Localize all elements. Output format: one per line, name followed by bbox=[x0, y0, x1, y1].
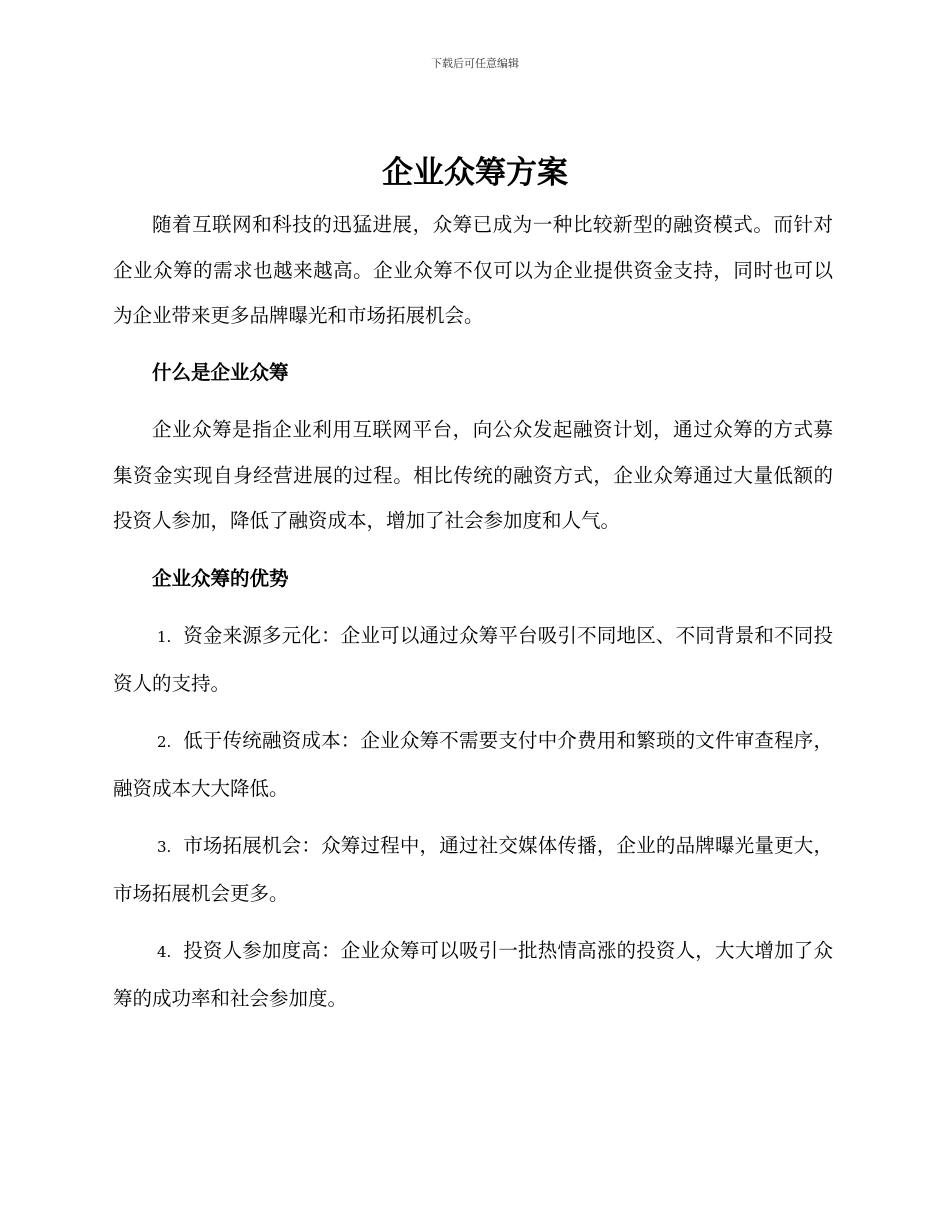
section-body-what-is: 企业众筹是指企业利用互联网平台，向公众发起融资计划，通过众筹的方式募集资金实现自身经营进展的过程。相比传统的融资方式，企业众筹通过大量低额的投资人参加，降低了融资成本，增加了社会参加度和人气。 bbox=[113, 418, 833, 532]
document-body bbox=[113, 202, 833, 1033]
list-item bbox=[113, 718, 833, 811]
section-heading-advantages: 企业众筹的优势 bbox=[152, 566, 289, 590]
section-heading-what-is: 什么是企业众筹 bbox=[152, 360, 289, 384]
list-item-text: 低于传统融资成本：企业众筹不需要支付中介费用和繁琐的文件审查程序，融资成本大大降低。 bbox=[113, 729, 833, 800]
header-note: 下载后可任意编辑 bbox=[431, 57, 519, 70]
list-item-number: 3. bbox=[157, 838, 172, 856]
list-item-number: 1. bbox=[157, 628, 172, 646]
list-item-text: 投资人参加度高：企业众筹可以吸引一批热情高涨的投资人，大大增加了众筹的成功率和社会参加度。 bbox=[113, 939, 833, 1010]
list-item bbox=[113, 928, 833, 1021]
document-title: 企业众筹方案 bbox=[382, 155, 568, 191]
list-item-number: 4. bbox=[157, 943, 172, 961]
list-item-text: 资金来源多元化：企业可以通过众筹平台吸引不同地区、不同背景和不同投资人的支持。 bbox=[113, 624, 833, 695]
list-item-number: 2. bbox=[157, 733, 172, 751]
advantages-list bbox=[113, 613, 833, 1021]
list-item bbox=[113, 823, 833, 916]
list-item bbox=[113, 613, 833, 706]
list-item-text: 市场拓展机会：众筹过程中，通过社交媒体传播，企业的品牌曝光量更大，市场拓展机会更多。 bbox=[113, 834, 833, 905]
intro-paragraph: 随着互联网和科技的迅猛进展，众筹已成为一种比较新型的融资模式。而针对企业众筹的需求也越来越高。企业众筹不仅可以为企业提供资金支持，同时也可以为企业带来更多品牌曝光和市场拓展机会。 bbox=[113, 213, 833, 327]
